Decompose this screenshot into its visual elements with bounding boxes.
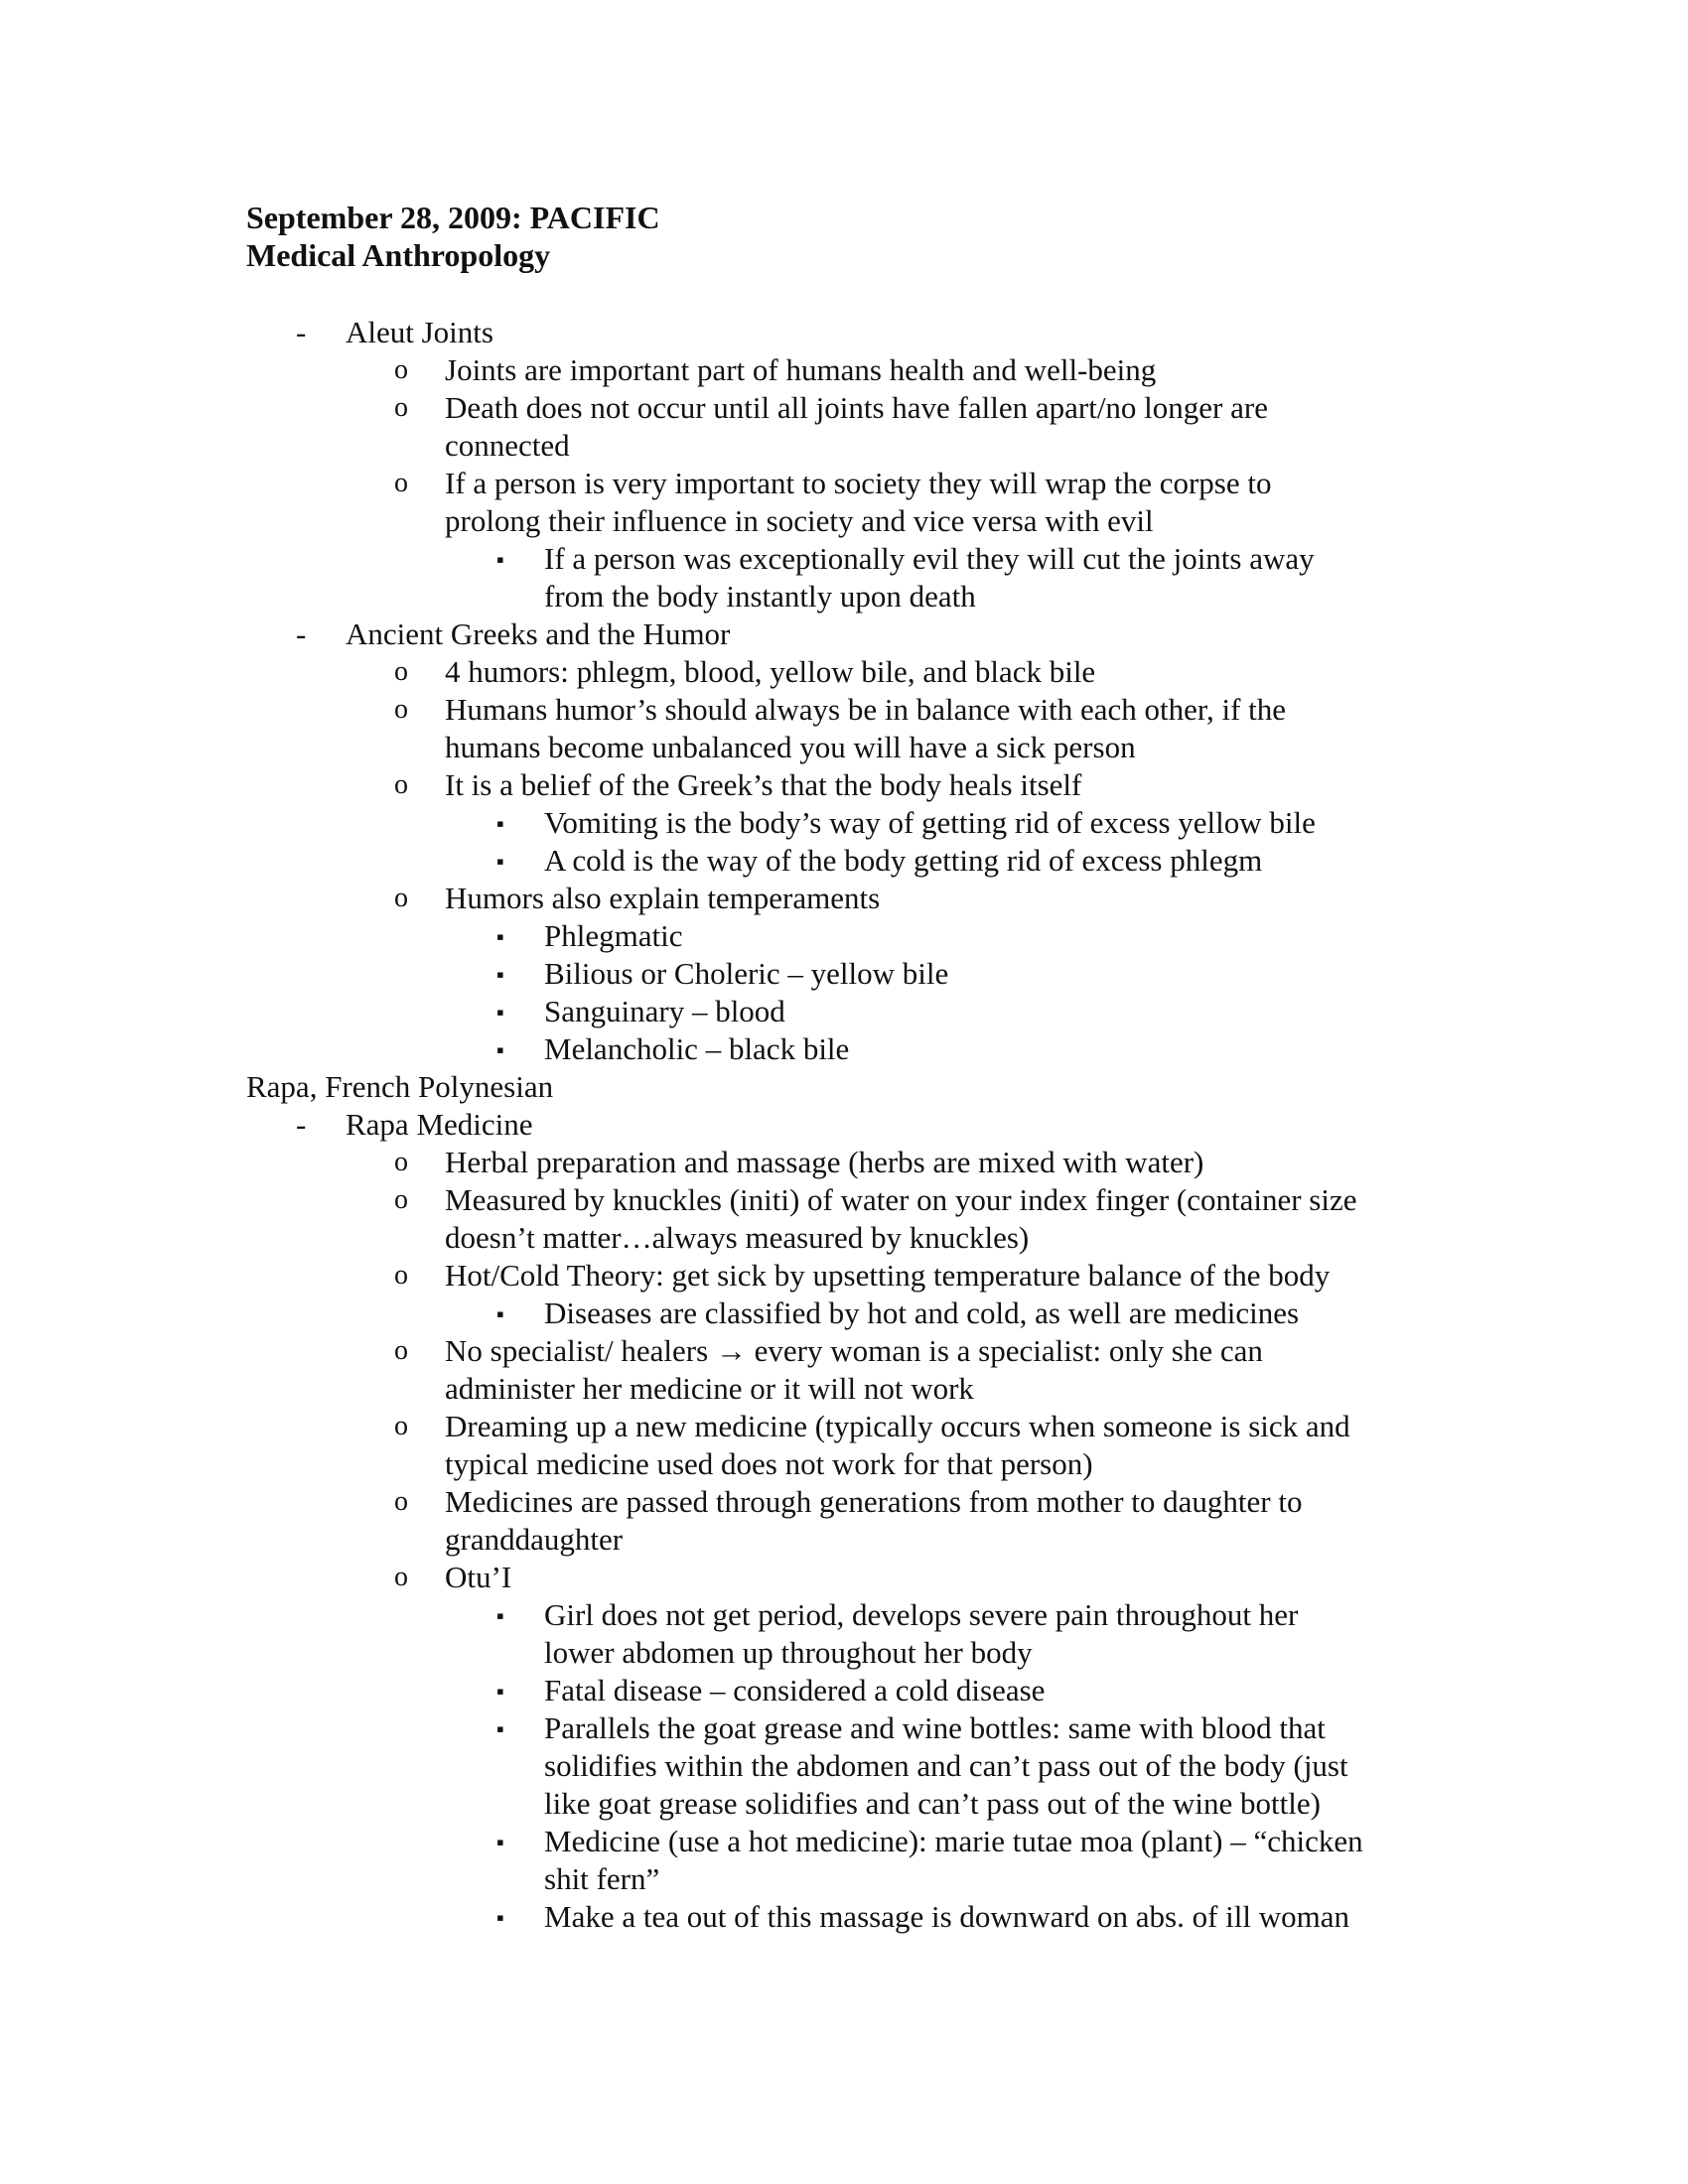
list-item: Melancholic – black bile — [544, 1031, 850, 1066]
list-item: Medicine (use a hot medicine): marie tutae moa (plant) – “chicken — [544, 1824, 1363, 1858]
list-item-continuation: shit fern” — [544, 1861, 660, 1896]
list-item: Humans humor’s should always be in balance with each other, if the — [445, 692, 1287, 727]
square-bullet: ▪ — [496, 1679, 504, 1704]
list-item: A cold is the way of the body getting rid of excess phlegm — [544, 843, 1263, 878]
square-bullet: ▪ — [496, 1905, 504, 1930]
list-item: Rapa Medicine — [346, 1107, 533, 1142]
square-bullet: ▪ — [496, 1603, 504, 1628]
list-item-continuation: administer her medicine or it will not work — [445, 1371, 974, 1406]
square-bullet: ▪ — [496, 924, 504, 949]
list-item-continuation: connected — [445, 428, 570, 463]
circle-bullet: o — [394, 1486, 408, 1517]
circle-bullet: o — [394, 1562, 408, 1592]
square-bullet: ▪ — [496, 547, 504, 572]
square-bullet: ▪ — [496, 1301, 504, 1326]
list-item: Medicines are passed through generations from mother to daughter to — [445, 1484, 1303, 1519]
list-item: Herbal preparation and massage (herbs are mixed with water) — [445, 1145, 1204, 1179]
list-item: 4 humors: phlegm, blood, yellow bile, and black bile — [445, 654, 1096, 689]
list-item-continuation: granddaughter — [445, 1522, 624, 1557]
dash-bullet: - — [296, 315, 307, 349]
list-item: Joints are important part of humans health and well-being — [445, 352, 1157, 387]
list-item: Death does not occur until all joints have fallen apart/no longer are — [445, 390, 1268, 425]
document-title-course: Medical Anthropology — [246, 237, 551, 273]
list-item-continuation: lower abdomen up throughout her body — [544, 1635, 1033, 1670]
circle-bullet: o — [394, 1335, 408, 1366]
list-item: Aleut Joints — [346, 315, 493, 349]
list-item-continuation: prolong their influence in society and vice versa with evil — [445, 503, 1154, 538]
circle-bullet: o — [394, 694, 408, 725]
list-item: No specialist/ healers → every woman is a specialist: only she can — [445, 1333, 1263, 1368]
dash-bullet: - — [296, 616, 307, 651]
list-item-continuation: from the body instantly upon death — [544, 579, 976, 614]
list-item-continuation: doesn’t matter…always measured by knuckles) — [445, 1220, 1030, 1255]
list-item-continuation: like goat grease solidifies and can’t pass out of the wine bottle) — [544, 1786, 1321, 1821]
list-item: Fatal disease – considered a cold disease — [544, 1673, 1046, 1707]
circle-bullet: o — [394, 1147, 408, 1177]
circle-bullet: o — [394, 392, 408, 423]
list-item: Dreaming up a new medicine (typically occurs when someone is sick and — [445, 1409, 1350, 1443]
square-bullet: ▪ — [496, 811, 504, 836]
square-bullet: ▪ — [496, 1037, 504, 1062]
square-bullet: ▪ — [496, 1000, 504, 1024]
list-item: Ancient Greeks and the Humor — [346, 616, 731, 651]
square-bullet: ▪ — [496, 962, 504, 987]
list-item: It is a belief of the Greek’s that the body heals itself — [445, 767, 1082, 802]
list-item: Vomiting is the body’s way of getting rid of excess yellow bile — [544, 805, 1316, 840]
circle-bullet: o — [394, 1184, 408, 1215]
list-item: If a person was exceptionally evil they will cut the joints away — [544, 541, 1315, 576]
list-item: Otu’I — [445, 1560, 512, 1594]
document-title-date: September 28, 2009: PACIFIC — [246, 200, 660, 235]
dash-bullet: - — [296, 1107, 307, 1142]
list-item: If a person is very important to society they will wrap the corpse to — [445, 466, 1272, 500]
circle-bullet: o — [394, 468, 408, 498]
section-heading: Rapa, French Polynesian — [246, 1069, 554, 1104]
square-bullet: ▪ — [496, 1716, 504, 1741]
list-item: Humors also explain temperaments — [445, 881, 881, 915]
list-item-continuation: humans become unbalanced you will have a sick person — [445, 730, 1136, 764]
list-item: Measured by knuckles (initi) of water on your index finger (container size — [445, 1182, 1357, 1217]
list-item: Parallels the goat grease and wine bottles: same with blood that — [544, 1710, 1326, 1745]
circle-bullet: o — [394, 883, 408, 913]
list-item-continuation: solidifies within the abdomen and can’t pass out of the body (just — [544, 1748, 1348, 1783]
list-item: Make a tea out of this massage is downward on abs. of ill woman — [544, 1899, 1349, 1934]
list-item: Hot/Cold Theory: get sick by upsetting temperature balance of the body — [445, 1258, 1331, 1293]
circle-bullet: o — [394, 656, 408, 687]
list-item-continuation: typical medicine used does not work for that person) — [445, 1446, 1093, 1481]
circle-bullet: o — [394, 354, 408, 385]
list-item: Girl does not get period, develops severe pain throughout her — [544, 1597, 1299, 1632]
list-item: Diseases are classified by hot and cold, as well are medicines — [544, 1296, 1300, 1330]
circle-bullet: o — [394, 769, 408, 800]
square-bullet: ▪ — [496, 849, 504, 874]
list-item: Sanguinary – blood — [544, 994, 785, 1028]
square-bullet: ▪ — [496, 1830, 504, 1854]
circle-bullet: o — [394, 1411, 408, 1441]
list-item: Phlegmatic — [544, 918, 683, 953]
circle-bullet: o — [394, 1260, 408, 1291]
list-item: Bilious or Choleric – yellow bile — [544, 956, 949, 991]
